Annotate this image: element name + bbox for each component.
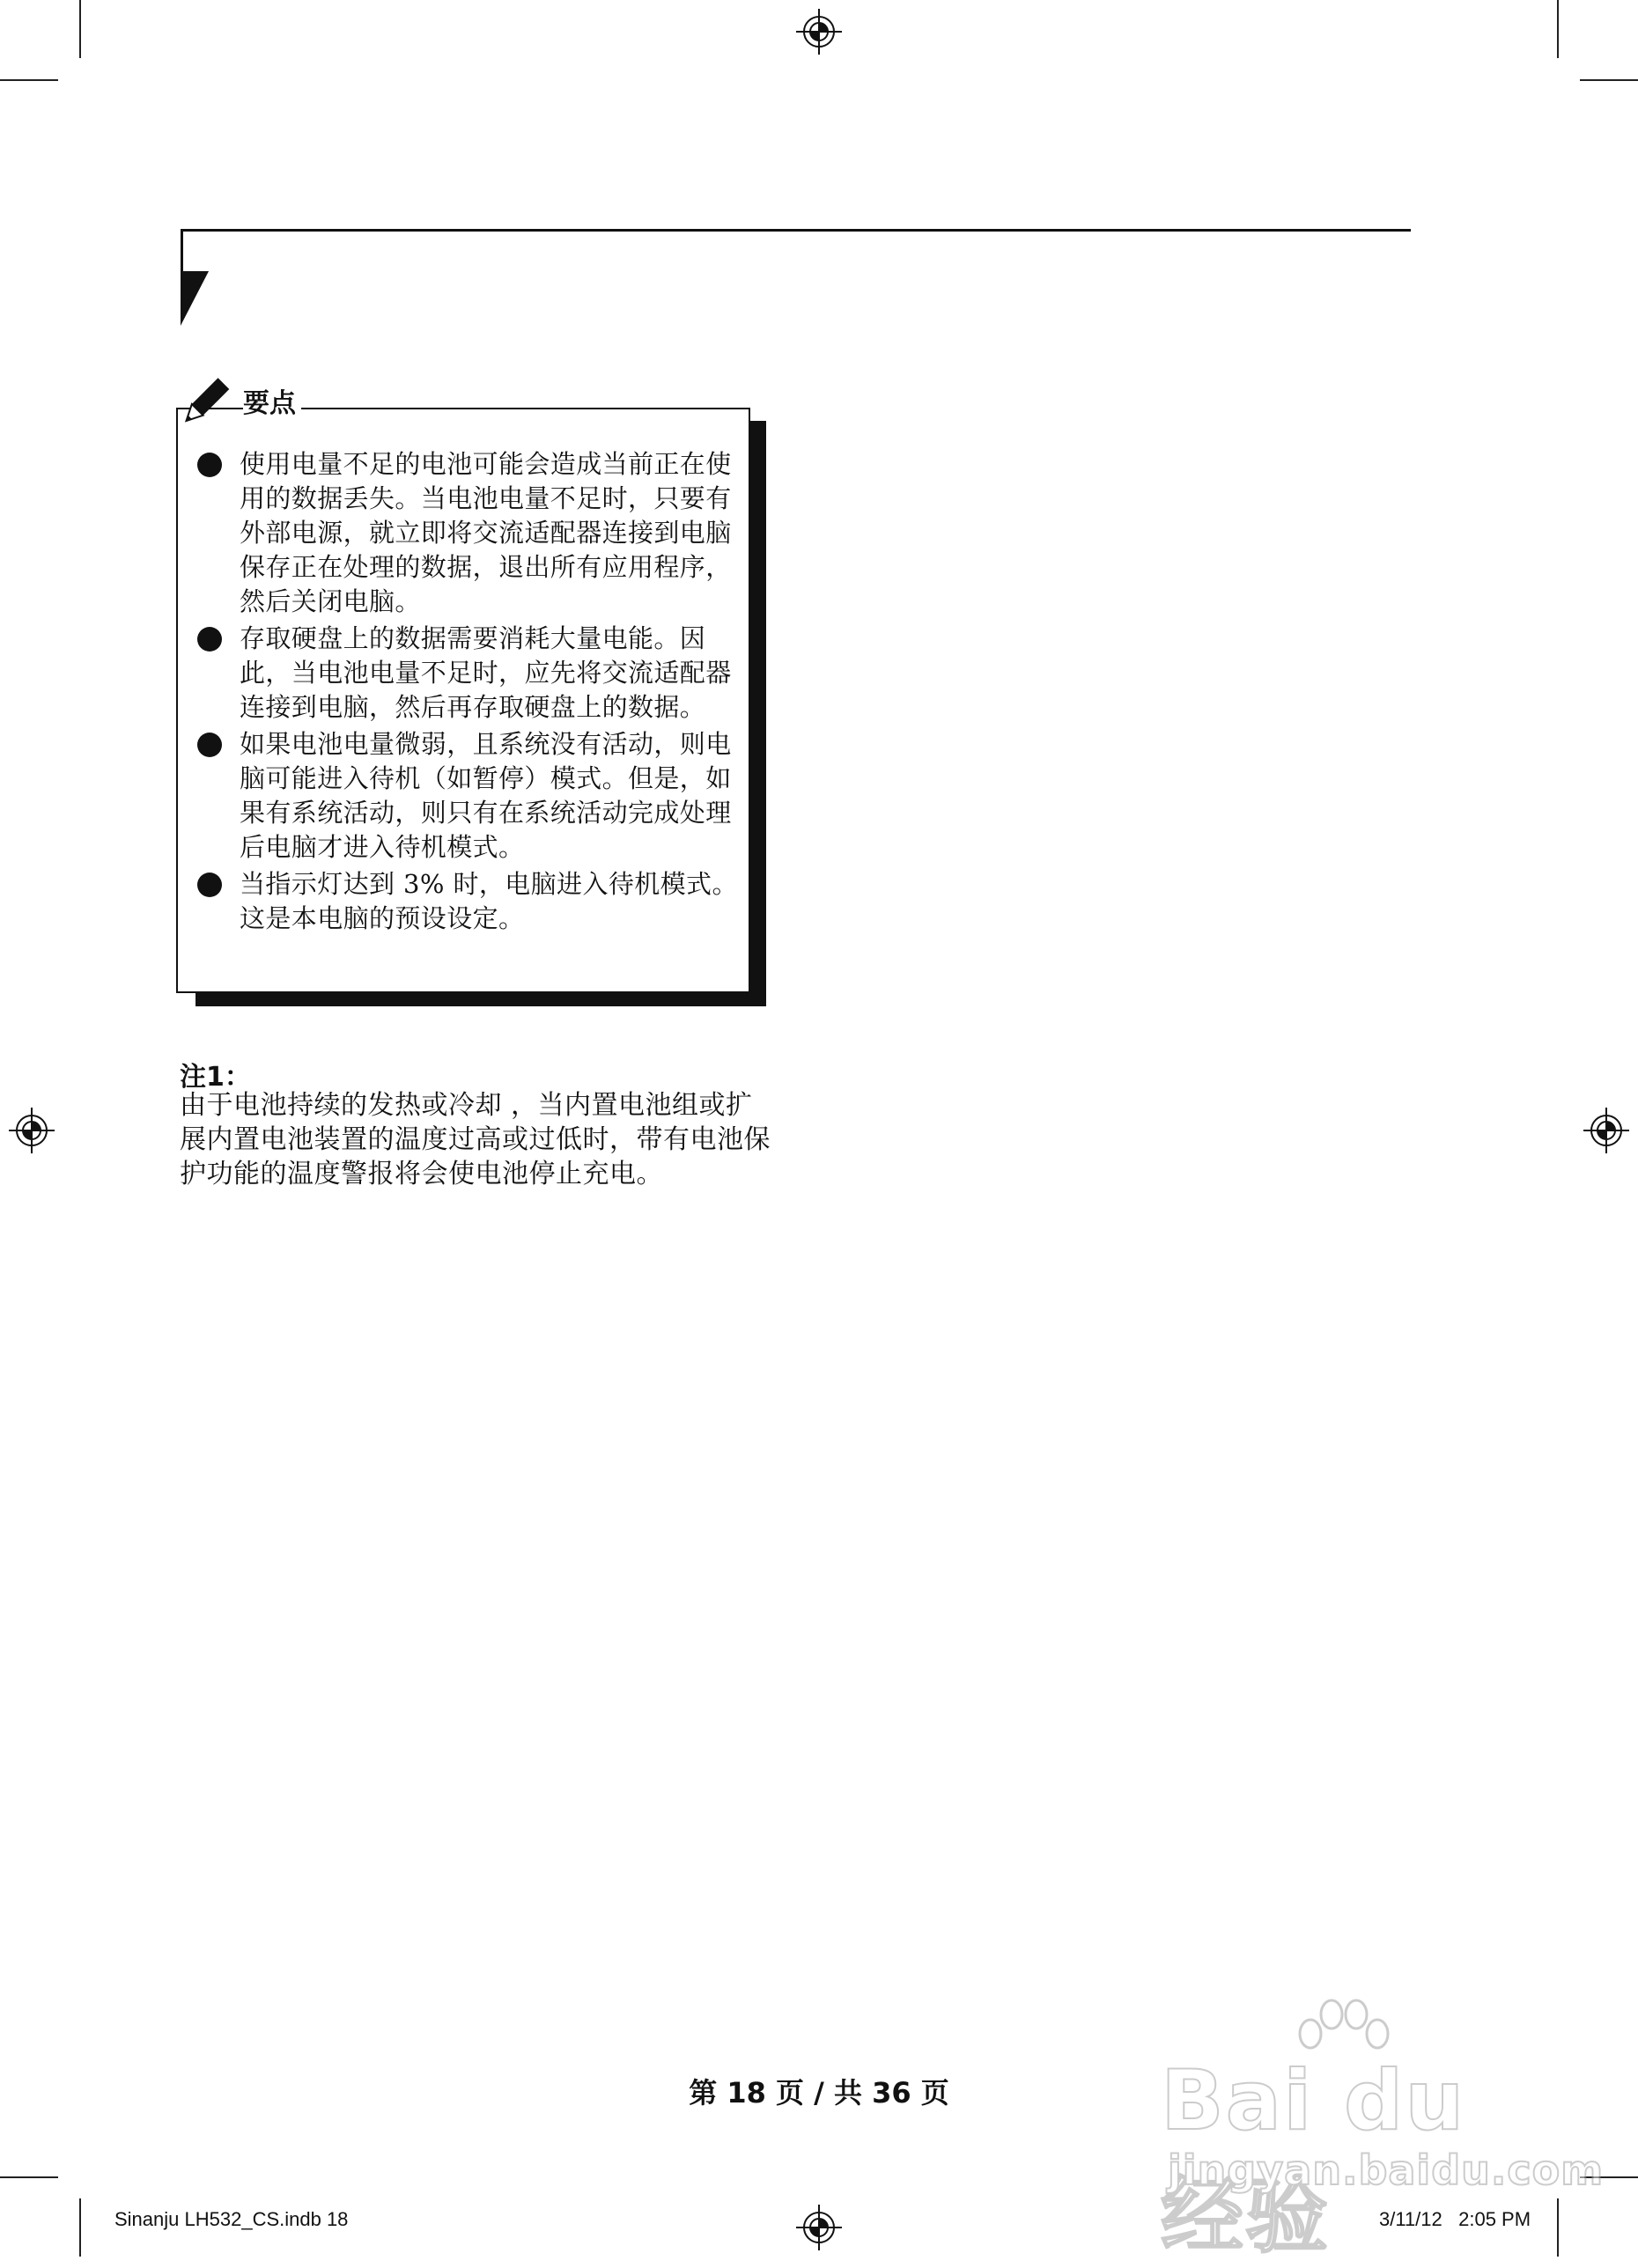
crop-mark-top-left-h [0,79,58,81]
header-rule [181,229,1411,232]
registration-mark-icon [9,1108,55,1153]
list-item [196,622,742,725]
crop-mark-top-right-h [1580,79,1638,81]
header-tab-marker [181,271,209,326]
registration-mark-icon [1583,1108,1629,1153]
pencil-icon [174,374,234,434]
bullet-dot-icon [197,733,222,757]
list-item-text: 使用电量不足的电池可能会造成当前正在使用的数据丢失。当电池电量不足时，只要有外部电源，就立即将交流适配器连接到电脑保存正在处理的数据，退出所有应用程序，然后关闭电脑。 [240,449,732,616]
crop-mark-top-right-v [1557,0,1559,58]
print-slug-date: 3/11/12 2:05 PM [1379,2208,1531,2230]
list-item [196,447,742,619]
bullet-dot-icon [197,627,222,652]
watermark-url: jingyan.baidu.com [1168,2146,1605,2194]
watermark-main: Bai du 经验 [1161,2053,1466,2264]
important-list [196,447,742,939]
crop-mark-bottom-left-v [79,2198,81,2257]
list-item-text: 存取硬盘上的数据需要消耗大量电能。因此，当电池电量不足时，应先将交流适配器连接到电脑，然后再存取硬盘上的数据。 [240,623,732,722]
important-title: 要点 [243,381,301,420]
crop-mark-top-left-v [79,0,81,58]
print-slug-file: Sinanju LH532_CS.indb 18 [114,2208,349,2230]
registration-mark-icon [796,2205,842,2250]
bullet-dot-icon [197,453,222,477]
list-item-text: 当指示灯达到 3% 时，电脑进入待机模式。这是本电脑的预设设定。 [240,869,738,933]
list-item [196,867,742,936]
list-item-text: 如果电池电量微弱，且系统没有活动，则电脑可能进入待机（如暂停）模式。但是，如果有系统活动，则只有在系统活动完成处理后电脑才进入待机模式。 [240,729,732,862]
header-left-bar [181,229,183,275]
registration-mark-icon [796,9,842,55]
note-label: 注1： [180,1062,251,1093]
bullet-dot-icon [197,873,222,897]
crop-mark-bottom-left-h [0,2176,58,2178]
page-number: 第 18 页 / 共 36 页 [689,2076,949,2110]
list-item [196,727,742,865]
note-text: 由于电池持续的发热或冷却 ，当内置电池组或扩展内置电池装置的温度过高或过低时，带有电池保护功能的温度警报将会使电池停止充电。 [180,1090,771,1189]
crop-mark-bottom-right-v [1557,2198,1559,2257]
